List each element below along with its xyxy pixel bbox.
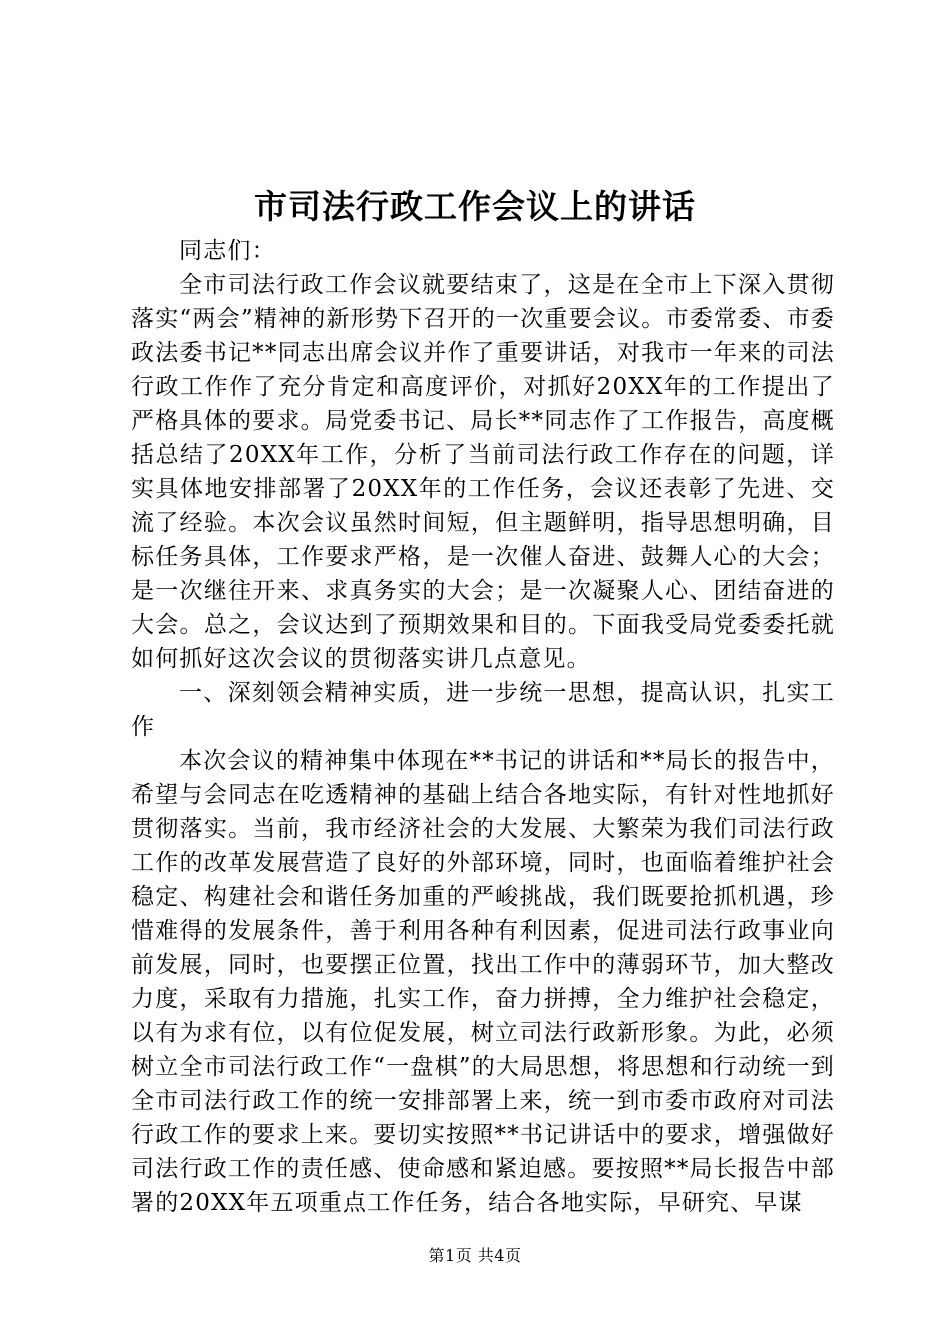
body-paragraph: 全市司法行政工作会议就要结束了，这是在全市上下深入贯彻落实“两会”精神的新形势下召开的一次重要会议。市委常委、市委政法委书记**同志出席会议并作了重要讲话，对我市一年来的司法行政工作作了充分肯定和高度评价，对抓好20XX年的工作提出了严格具体的要求。局党委书记、局长**同志作了工作报告，高度概括总结了20XX年工作，分析了当前司法行政工作存在的问题，详实具体地安排部署了20XX年的工作任务，会议还表彰了先进、交流了经验。本次会议虽然时间短，但主题鲜明，指导思想明确，目标任务具体，工作要求严格，是一次催人奋进、鼓舞人心的大会；是一次继往开来、求真务实的大会；是一次凝聚人心、团结奋进的大会。总之，会议达到了预期效果和目的。下面我受局党委委托就如何抓好这次会议的贯彻落实讲几点意见。 bbox=[131, 272, 835, 672]
document-title: 市司法行政工作会议上的讲话 bbox=[254, 187, 696, 226]
section-heading: 一、深刻领会精神实质，进一步统一思想，提高认识，扎实工作 bbox=[131, 680, 835, 740]
document-body bbox=[131, 234, 835, 1220]
body-paragraph: 本次会议的精神集中体现在**书记的讲话和**局长的报告中，希望与会同志在吃透精神的基础上结合各地实际，有针对性地抓好贯彻落实。当前，我市经济社会的大发展、大繁荣为我们司法行政工作的改革发展营造了良好的外部环境，同时，也面临着维护社会稳定、构建社会和谐任务加重的严峻挑战，我们既要抢抓机遇，珍惜难得的发展条件，善于利用各种有利因素，促进司法行政事业向前发展，同时，也要摆正位置，找出工作中的薄弱环节，加大整改力度，采取有力措施，扎实工作，奋力拼搏，全力维护社会稳定，以有为求有位，以有位促发展，树立司法行政新形象。为此，必须树立全市司法行政工作“一盘棋”的大局思想，将思想和行动统一到全市司法行政工作的统一安排部署上来，统一到市委市政府对司法行政工作的要求上来。要切实按照**书记讲话中的要求，增强做好司法行政工作的责任感、使命感和紧迫感。要按照**局长报告中部署的20XX年五项重点工作任务，结合各地实际，早研究、早谋 bbox=[131, 748, 835, 1216]
salutation-paragraph: 同志们： bbox=[179, 238, 276, 264]
page-number-footer: 第1页 共4页 bbox=[428, 1246, 522, 1265]
